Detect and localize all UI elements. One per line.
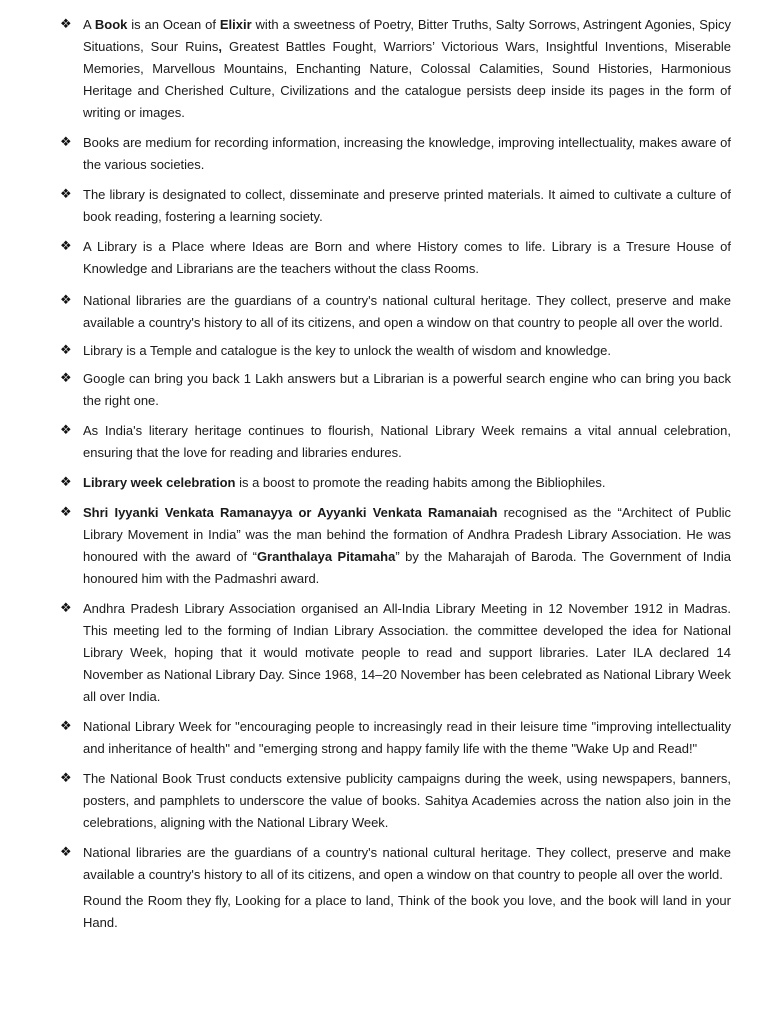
text-run: Greatest Battles Fought, Warriors’ Victorious Wars, Insightful Inventions, Miserable Memories, Marvellous Mountains, Enchanting Nature, Colossal Calamities, Sound Histories, Harmonious Heritage and Cherished Culture, Civilizations and the catalogue persists deep inside its pages in the form of writing or images. [83, 39, 732, 120]
diamond-bullet-icon: ❖ [60, 293, 72, 308]
text-run: National Library Week for "encouraging people to increasingly read in their leisure time "improving intellectuality and inheritance of health" and "emerging strong and happy family life with the theme "Wake Up and Read!" [83, 719, 731, 756]
diamond-bullet-icon: ❖ [60, 239, 72, 254]
text-run: The National Book Trust conducts extensive publicity campaigns during the week, using newspapers, banners, posters, and pamphlets to underscore the value of books. Sahitya Academies across the nation also join in the celebrations, aligning with the National Library Week. [83, 771, 731, 830]
text-run: ” by the Maharajah of Baroda. The Government of India honoured him with the Padmashri award. [83, 549, 731, 586]
diamond-bullet-icon: ❖ [60, 371, 72, 386]
bullet-paragraph [60, 236, 731, 280]
text-run: Google can bring you back 1 Lakh answers but a Librarian is a powerful search engine who can bring you back the right one. [83, 371, 731, 408]
text-run: A [83, 17, 95, 32]
bold-text-run: Elixir [219, 17, 252, 32]
bullet-list [60, 14, 731, 886]
bullet-paragraph [60, 420, 731, 464]
diamond-bullet-icon: ❖ [60, 135, 72, 150]
bullet-paragraph [60, 132, 731, 176]
diamond-bullet-icon: ❖ [60, 771, 72, 786]
diamond-bullet-icon: ❖ [60, 719, 72, 734]
bullet-paragraph [60, 14, 731, 124]
bullet-paragraph [60, 340, 731, 362]
text-run: A Library is a Place where Ideas are Born and where History comes to life. Library is a Tresure House of Knowledge and Librarians are the teachers without the class Rooms. [83, 239, 731, 276]
diamond-bullet-icon: ❖ [60, 423, 72, 438]
text-run: Books are medium for recording information, increasing the knowledge, improving intellectuality, makes aware of the various societies. [83, 135, 731, 172]
text-run: Library is a Temple and catalogue is the key to unlock the wealth of wisdom and knowledge. [83, 343, 612, 358]
bold-text-run: Book [94, 17, 128, 32]
diamond-bullet-icon: ❖ [60, 17, 72, 32]
bullet-paragraph [60, 472, 731, 494]
text-run: is a boost to promote the reading habits among the Bibliophiles. [235, 475, 606, 490]
bullet-paragraph [60, 184, 731, 228]
text-run: Andhra Pradesh Library Association organised an All-India Library Meeting in 12 November 1912 in Madras. This meeting led to the forming of Indian Library Association. the committee developed the idea for National Library Week, hoping that it would motivate people to read and support libraries. Later ILA declared 14 November as National Library Day. Since 1968, 14–20 November has been celebrated as National Library Week all over India. [83, 601, 731, 704]
text-run: As India's literary heritage continues to flourish, National Library Week remains a vital annual celebration, ensuring that the love for reading and libraries endures. [83, 423, 731, 460]
bullet-paragraph [60, 598, 731, 708]
text-run: The library is designated to collect, disseminate and preserve printed materials. It aimed to cultivate a culture of book reading, fostering a learning society. [83, 187, 731, 224]
text-run: with a sweetness of Poetry, Bitter Truths, Salty Sorrows, Astringent Agonies, Spicy Situations, Sour Ruins [83, 17, 731, 54]
diamond-bullet-icon: ❖ [60, 187, 72, 202]
bold-text-run: , [218, 39, 222, 54]
diamond-bullet-icon: ❖ [60, 601, 72, 616]
closing-verse: Round the Room they fly, Looking for a place to land, Think of the book you love, and the book will land in your Hand. [83, 893, 731, 930]
diamond-bullet-icon: ❖ [60, 343, 72, 358]
text-run: National libraries are the guardians of a country's national cultural heritage. They collect, preserve and make available a country's history to all of its citizens, and open a window on that country to people all over the world. [83, 293, 731, 330]
diamond-bullet-icon: ❖ [60, 475, 72, 490]
text-run: recognised as the “Architect of Public Library Movement in India” was the man behind the formation of Andhra Pradesh Library Association. He was honoured with the award of “ [83, 505, 731, 564]
bullet-paragraph [60, 502, 731, 590]
text-run: National libraries are the guardians of a country's national cultural heritage. They collect, preserve and make available a country's history to all of its citizens, and open a window on that country to people all over the world. [83, 845, 731, 882]
bold-text-run: Shri Iyyanki Venkata Ramanayya or Ayyanki Venkata Ramanaiah [83, 505, 498, 520]
bold-text-run: Library week celebration [83, 475, 236, 490]
bold-text-run: Granthalaya Pitamaha [256, 549, 396, 564]
diamond-bullet-icon: ❖ [60, 505, 72, 520]
diamond-bullet-icon: ❖ [60, 845, 72, 860]
bullet-paragraph [60, 768, 731, 834]
bullet-paragraph [60, 716, 731, 760]
bullet-paragraph [60, 842, 731, 886]
text-run: is an Ocean of [127, 17, 220, 32]
bullet-paragraph [60, 368, 731, 412]
bullet-paragraph [60, 290, 731, 334]
